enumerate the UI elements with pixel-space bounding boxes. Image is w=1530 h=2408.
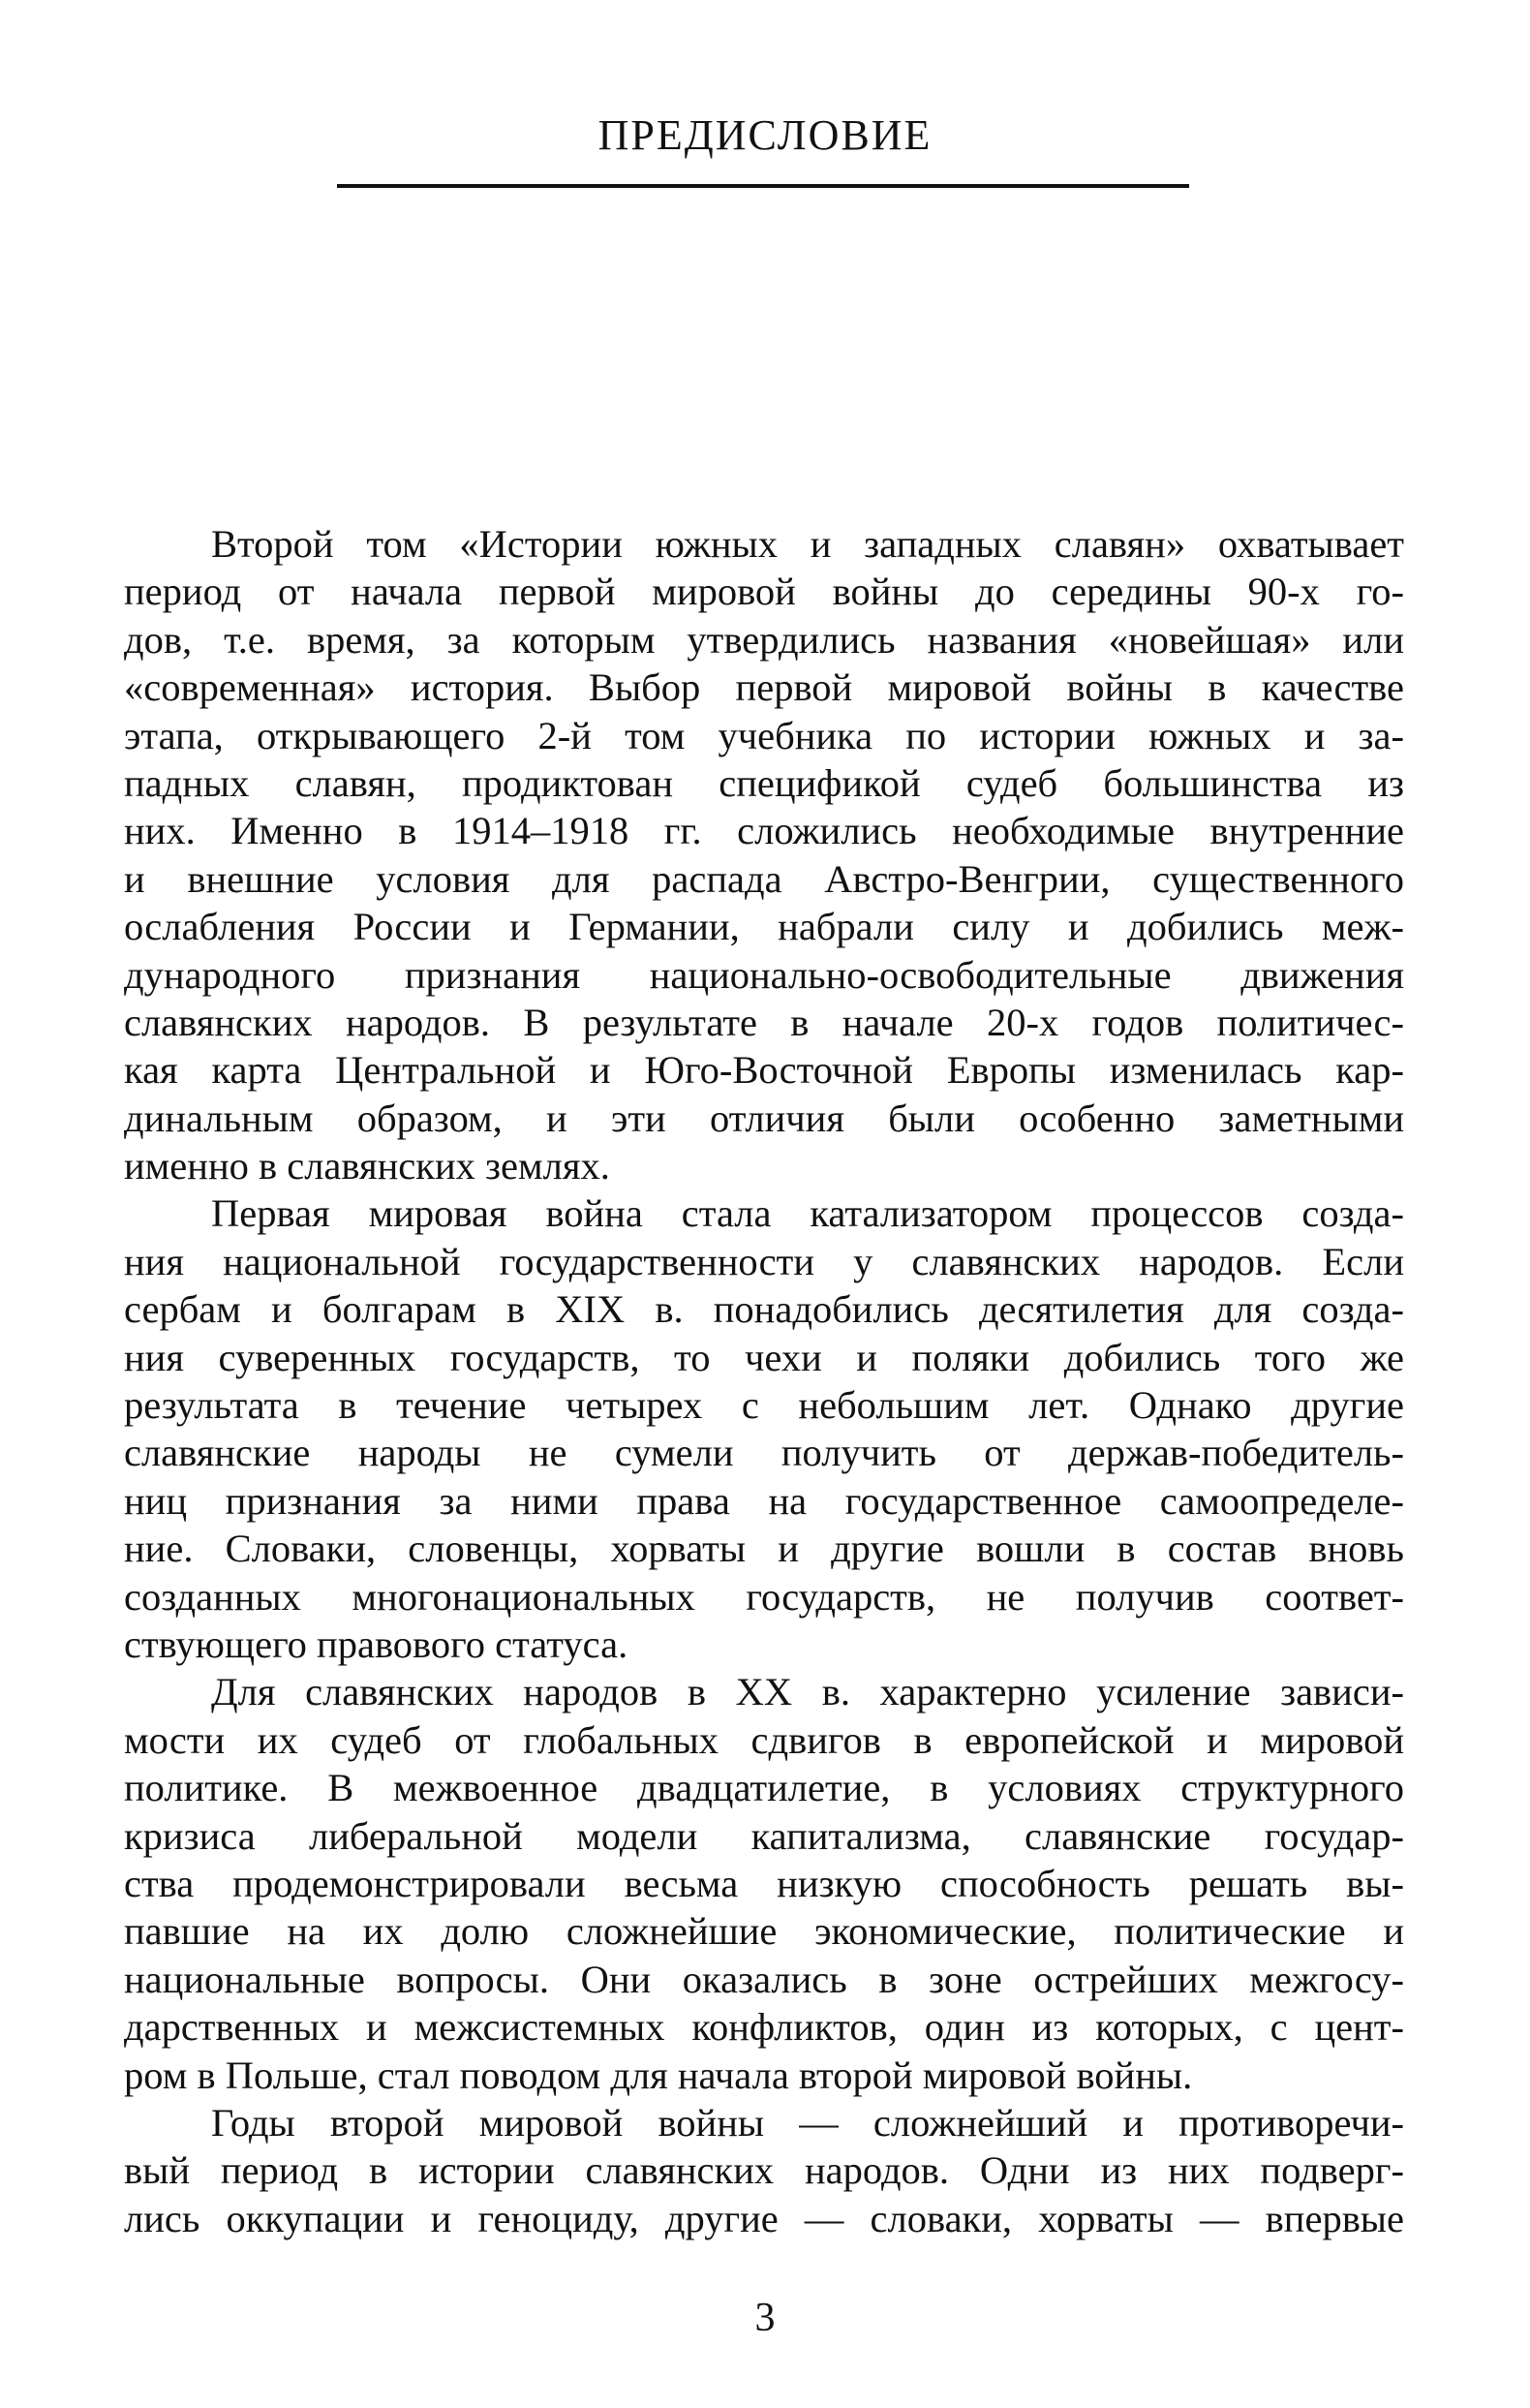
text-line: ниц признания за ними права на государственное самоопределе- <box>124 1478 1404 1523</box>
text-line: мости их судеб от глобальных сдвигов в европейской и мировой <box>124 1717 1404 1762</box>
text-line: славянские народы не сумели получить от держав-победитель- <box>124 1431 1404 1475</box>
text-line: сербам и болгарам в XIX в. понадобились десятилетия для созда- <box>124 1287 1404 1332</box>
text-line: кризиса либеральной модели капитализма, славянские государ- <box>124 1813 1404 1858</box>
text-line: динальным образом, и эти отличия были особенно заметными <box>124 1096 1404 1140</box>
text-line: созданных многонациональных государств, не получив соответ- <box>124 1574 1404 1619</box>
text-line: кая карта Центральной и Юго-Восточной Европы изменилась кар- <box>124 1048 1404 1093</box>
text-line: этапа, открывающего 2-й том учебника по истории южных и за- <box>124 713 1404 757</box>
text-line: ром в Польше, стал поводом для начала второй мировой войны. <box>124 2053 1193 2097</box>
page-number: 3 <box>754 2296 776 2340</box>
body-text <box>124 520 1404 2242</box>
text-line: лись оккупации и геноциду, другие — словаки, хорваты — впервые <box>124 2196 1404 2240</box>
paragraph <box>124 2099 1404 2242</box>
text-line: ния национальной государственности у славянских народов. Если <box>124 1239 1404 1283</box>
text-line: них. Именно в 1914–1918 гг. сложились необходимые внутренние <box>124 809 1404 853</box>
text-line: ния суверенных государств, то чехи и поляки добились того же <box>124 1335 1404 1379</box>
paragraph <box>124 1189 1404 1668</box>
title-underline <box>337 184 1189 188</box>
paragraph <box>124 520 1404 1189</box>
text-line: славянских народов. В результате в начале 20-х годов политичес- <box>124 1000 1404 1044</box>
text-line: дарственных и межсистемных конфликтов, один из которых, с цент- <box>124 2005 1404 2050</box>
text-line: дународного признания национально-освободительные движения <box>124 952 1404 997</box>
text-line: ства продемонстрировали весьма низкую способность решать вы- <box>124 1861 1404 1905</box>
text-line: национальные вопросы. Они оказались в зоне острейших межгосу- <box>124 1957 1404 2001</box>
paragraph <box>124 1668 1404 2099</box>
text-line: Второй том «Истории южных и западных славян» охватывает <box>211 522 1404 566</box>
text-line: именно в славянских землях. <box>124 1144 610 1189</box>
page-title: ПРЕДИСЛОВИЕ <box>597 111 933 159</box>
text-line: дов, т.е. время, за которым утвердились названия «новейшая» или <box>124 617 1404 662</box>
text-line: вый период в истории славянских народов. Одни из них подверг- <box>124 2148 1404 2193</box>
text-line: ствующего правового статуса. <box>124 1621 628 1666</box>
text-line: ослабления России и Германии, набрали силу и добились меж- <box>124 905 1404 949</box>
text-line: Первая мировая война стала катализатором процессов созда- <box>211 1191 1404 1236</box>
text-line: ние. Словаки, словенцы, хорваты и другие вошли в состав вновь <box>124 1527 1404 1571</box>
text-line: политике. В межвоенное двадцатилетие, в условиях структурного <box>124 1766 1404 1810</box>
text-line: и внешние условия для распада Австро-Венгрии, существенного <box>124 856 1404 901</box>
text-line: падных славян, продиктован спецификой судеб большинства из <box>124 760 1404 805</box>
text-line: «современная» история. Выбор первой мировой войны в качестве <box>124 665 1404 710</box>
text-line: Годы второй мировой войны — сложнейший и противоречи- <box>211 2100 1404 2145</box>
text-line: павшие на их долю сложнейшие экономические, политические и <box>124 1909 1404 1954</box>
text-line: результата в течение четырех с небольшим лет. Однако другие <box>124 1383 1404 1428</box>
text-line: Для славянских народов в XX в. характерно усиление зависи- <box>211 1670 1404 1714</box>
text-line: период от начала первой мировой войны до середины 90-х го- <box>124 570 1404 614</box>
